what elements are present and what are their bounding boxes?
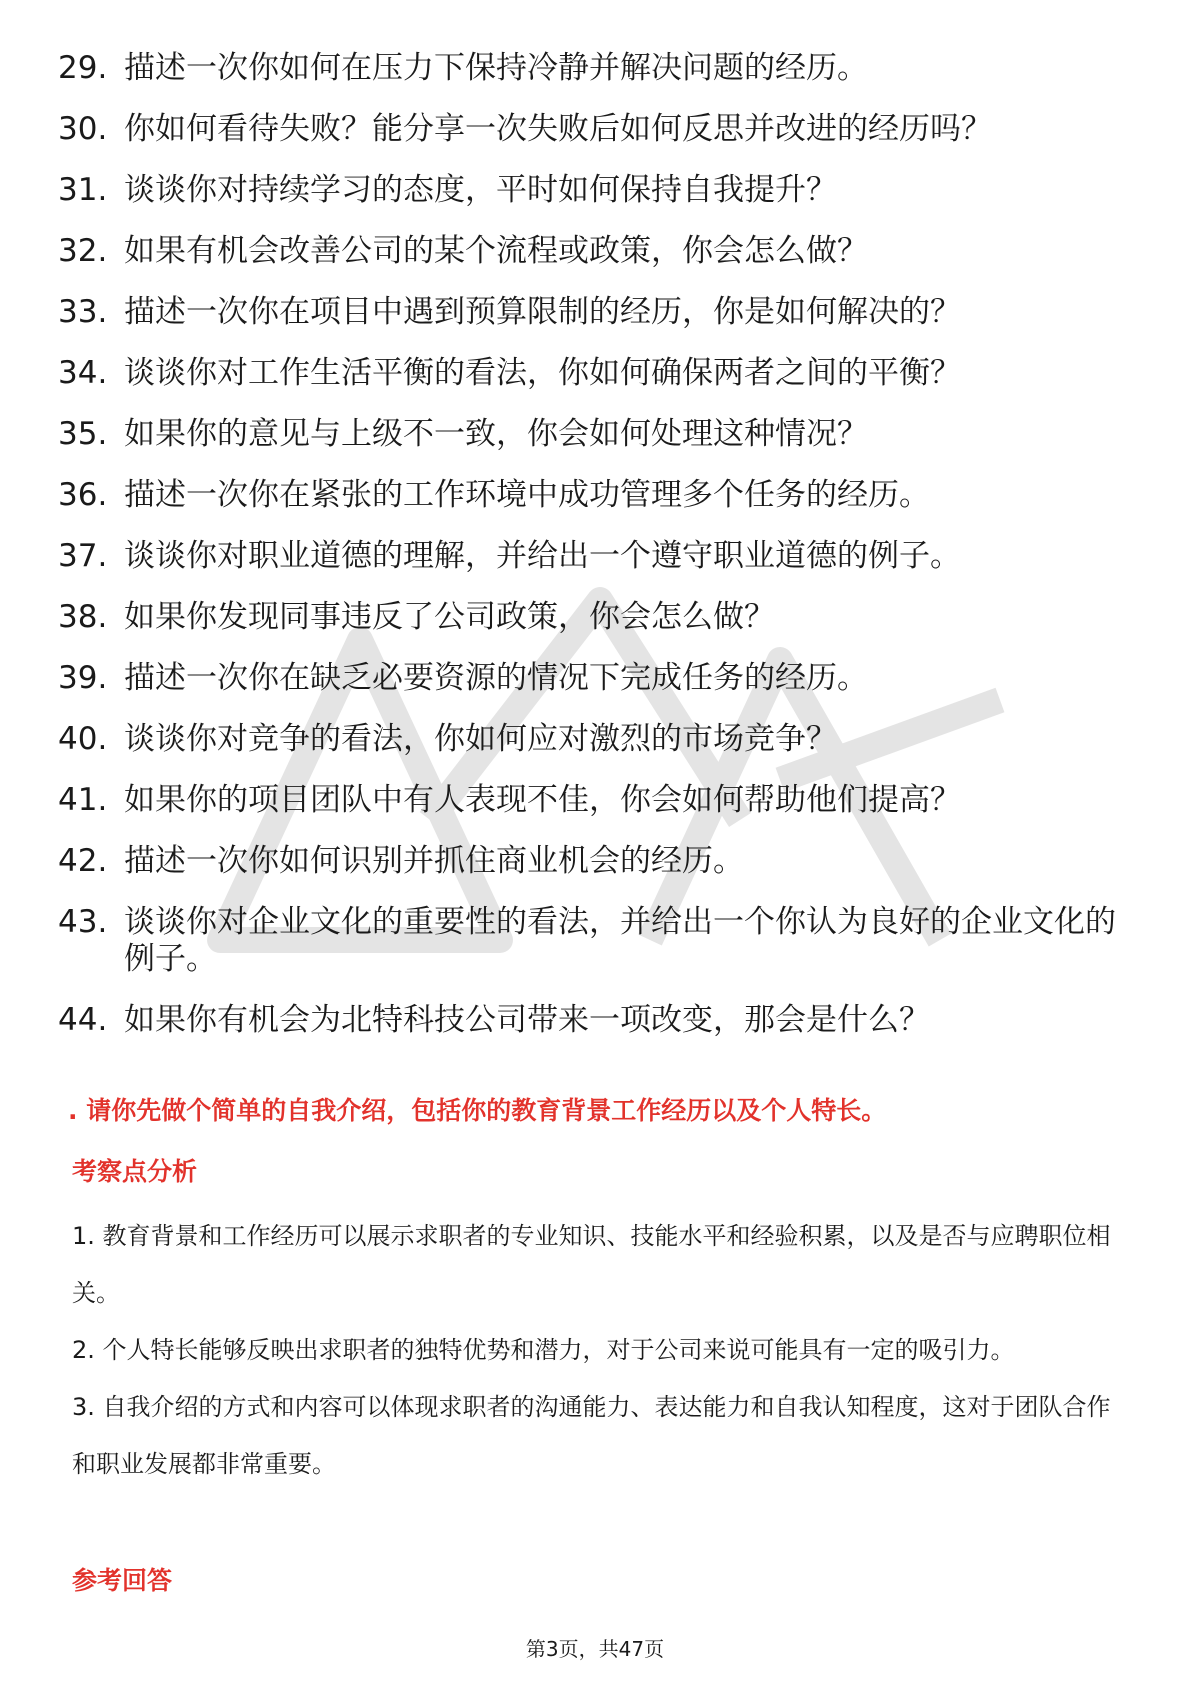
question-item <box>58 233 1138 270</box>
question-number: 44. <box>58 1002 108 1038</box>
question-number: 43. <box>58 904 108 940</box>
question-number: 39. <box>58 660 108 696</box>
question-number: 33. <box>58 294 108 330</box>
question-text: 你如何看待失败？能分享一次失败后如何反思并改进的经历吗？ <box>124 111 992 147</box>
question-item <box>58 294 1138 331</box>
question-item <box>58 538 1138 575</box>
question-text: 描述一次你在缺乏必要资源的情况下完成任务的经历。 <box>124 660 868 696</box>
question-item <box>58 904 1138 978</box>
question-number: 34. <box>58 355 108 391</box>
question-number: 32. <box>58 233 108 269</box>
question-text: 如果你的项目团队中有人表现不佳，你会如何帮助他们提高？ <box>124 782 961 818</box>
question-number: 29. <box>58 50 108 86</box>
analysis-points <box>72 1208 1127 1493</box>
question-text: 如果你发现同事违反了公司政策，你会怎么做？ <box>124 599 775 635</box>
question-text: 如果你有机会为北特科技公司带来一项改变，那会是什么？ <box>124 1002 930 1038</box>
question-item <box>58 782 1138 819</box>
question-number: 37. <box>58 538 108 574</box>
question-item <box>58 172 1138 209</box>
question-text: 描述一次你在紧张的工作环境中成功管理多个任务的经历。 <box>124 477 930 513</box>
analysis-point: 3. 自我介绍的方式和内容可以体现求职者的沟通能力、表达能力和自我认知程度，这对于团队合作和职业发展都非常重要。 <box>72 1393 1111 1478</box>
question-number: 38. <box>58 599 108 635</box>
question-list <box>58 50 1138 1063</box>
question-item <box>58 111 1138 148</box>
question-item <box>58 1002 1138 1039</box>
question-number: 35. <box>58 416 108 452</box>
question-text: 如果你的意见与上级不一致，你会如何处理这种情况？ <box>124 416 868 452</box>
question-text: 谈谈你对职业道德的理解，并给出一个遵守职业道德的例子。 <box>124 538 961 574</box>
question-item <box>58 660 1138 697</box>
section-title: . 请你先做个简单的自我介绍，包括你的教育背景工作经历以及个人特长。 <box>68 1096 887 1125</box>
question-number: 41. <box>58 782 108 818</box>
question-text: 如果有机会改善公司的某个流程或政策，你会怎么做？ <box>124 233 868 269</box>
analysis-heading: 考察点分析 <box>72 1157 198 1186</box>
question-text: 描述一次你在项目中遇到预算限制的经历，你是如何解决的？ <box>124 294 961 330</box>
question-item <box>58 843 1138 880</box>
analysis-point: 1. 教育背景和工作经历可以展示求职者的专业知识、技能水平和经验积累，以及是否与应聘职位相关。 <box>72 1222 1111 1307</box>
question-number: 42. <box>58 843 108 879</box>
answer-heading: 参考回答 <box>72 1566 173 1595</box>
question-item <box>58 721 1138 758</box>
question-item <box>58 477 1138 514</box>
question-text: 谈谈你对竞争的看法，你如何应对激烈的市场竞争？ <box>124 721 837 757</box>
analysis-point: 2. 个人特长能够反映出求职者的独特优势和潜力，对于公司来说可能具有一定的吸引力。 <box>72 1336 1015 1364</box>
question-item <box>58 355 1138 392</box>
question-item <box>58 50 1138 87</box>
question-text: 谈谈你对持续学习的态度，平时如何保持自我提升？ <box>124 172 837 208</box>
question-text: 描述一次你如何在压力下保持冷静并解决问题的经历。 <box>124 50 868 86</box>
question-item <box>58 599 1138 636</box>
question-text: 谈谈你对工作生活平衡的看法，你如何确保两者之间的平衡？ <box>124 355 961 391</box>
page-footer: 第3页，共47页 <box>525 1637 665 1661</box>
question-text: 谈谈你对企业文化的重要性的看法，并给出一个你认为良好的企业文化的例子。 <box>124 904 1116 977</box>
question-number: 31. <box>58 172 108 208</box>
question-number: 36. <box>58 477 108 513</box>
question-number: 30. <box>58 111 108 147</box>
question-item <box>58 416 1138 453</box>
question-number: 40. <box>58 721 108 757</box>
question-text: 描述一次你如何识别并抓住商业机会的经历。 <box>124 843 744 879</box>
